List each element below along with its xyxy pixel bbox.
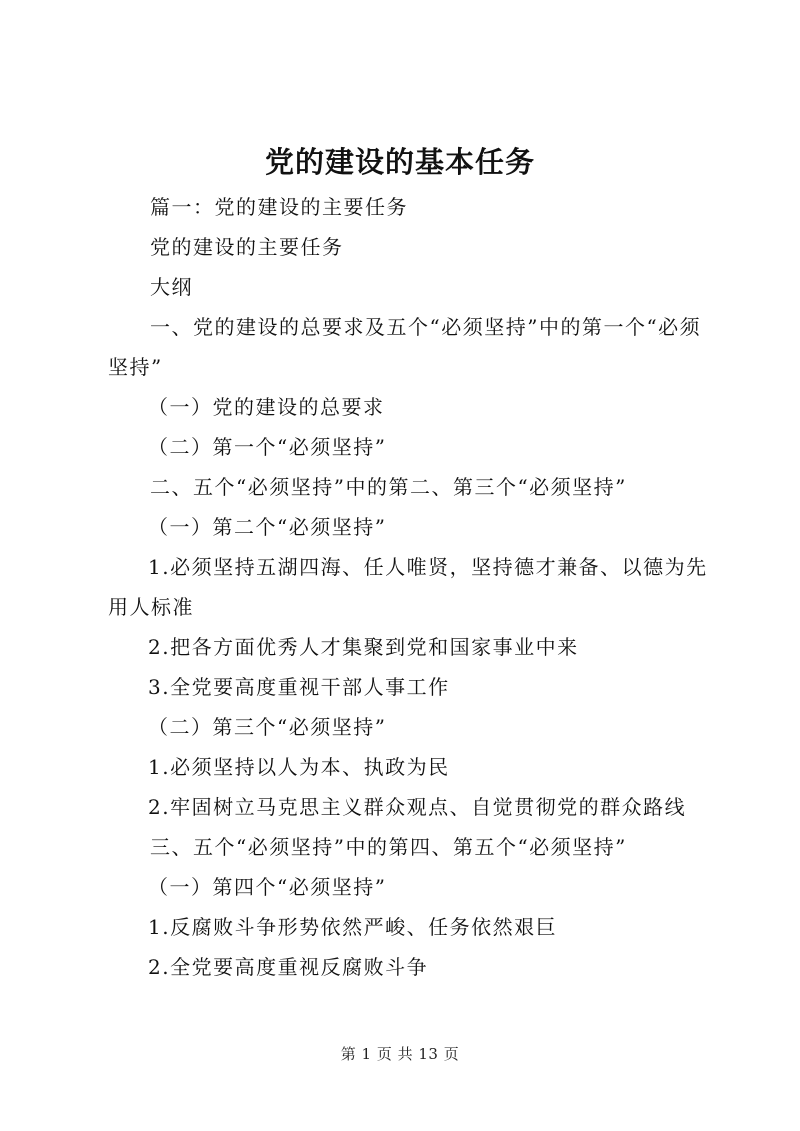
paragraph: 一、党的建设的总要求及五个“必须坚持”中的第一个“必须坚持” [108,315,702,379]
paragraph: 2.牢固树立马克思主义群众观点、自觉贯彻党的群众路线 [148,795,687,819]
paragraph: （二）第三个“必须坚持” [148,715,387,739]
paragraph: 2.全党要高度重视反腐败斗争 [148,955,429,979]
paragraph: 3.全党要高度重视干部人事工作 [148,675,450,699]
paragraph: （一）党的建设的总要求 [148,395,385,419]
paragraph: 1.反腐败斗争形势依然严峻、任务依然艰巨 [148,915,558,939]
paragraph: （二）第一个“必须坚持” [148,435,387,459]
paragraph: 1.必须坚持五湖四海、任人唯贤，坚持德才兼备、以德为先用人标准 [108,555,708,619]
paragraph: 三、五个“必须坚持”中的第四、第五个“必须坚持” [150,835,627,859]
document-title: 党的建设的基本任务 [264,145,535,179]
paragraph: 大纲 [150,275,193,299]
paragraph: 篇一：党的建设的主要任务 [150,195,408,219]
paragraph: 党的建设的主要任务 [150,235,344,259]
paragraph: （一）第四个“必须坚持” [148,875,387,899]
paragraph: 2.把各方面优秀人才集聚到党和国家事业中来 [148,635,579,659]
document-body [108,187,708,987]
paragraph: 1.必须坚持以人为本、执政为民 [148,755,450,779]
page-footer: 第 1 页 共 13 页 [340,1045,460,1063]
paragraph: 二、五个“必须坚持”中的第二、第三个“必须坚持” [150,475,627,499]
paragraph: （一）第二个“必须坚持” [148,515,387,539]
